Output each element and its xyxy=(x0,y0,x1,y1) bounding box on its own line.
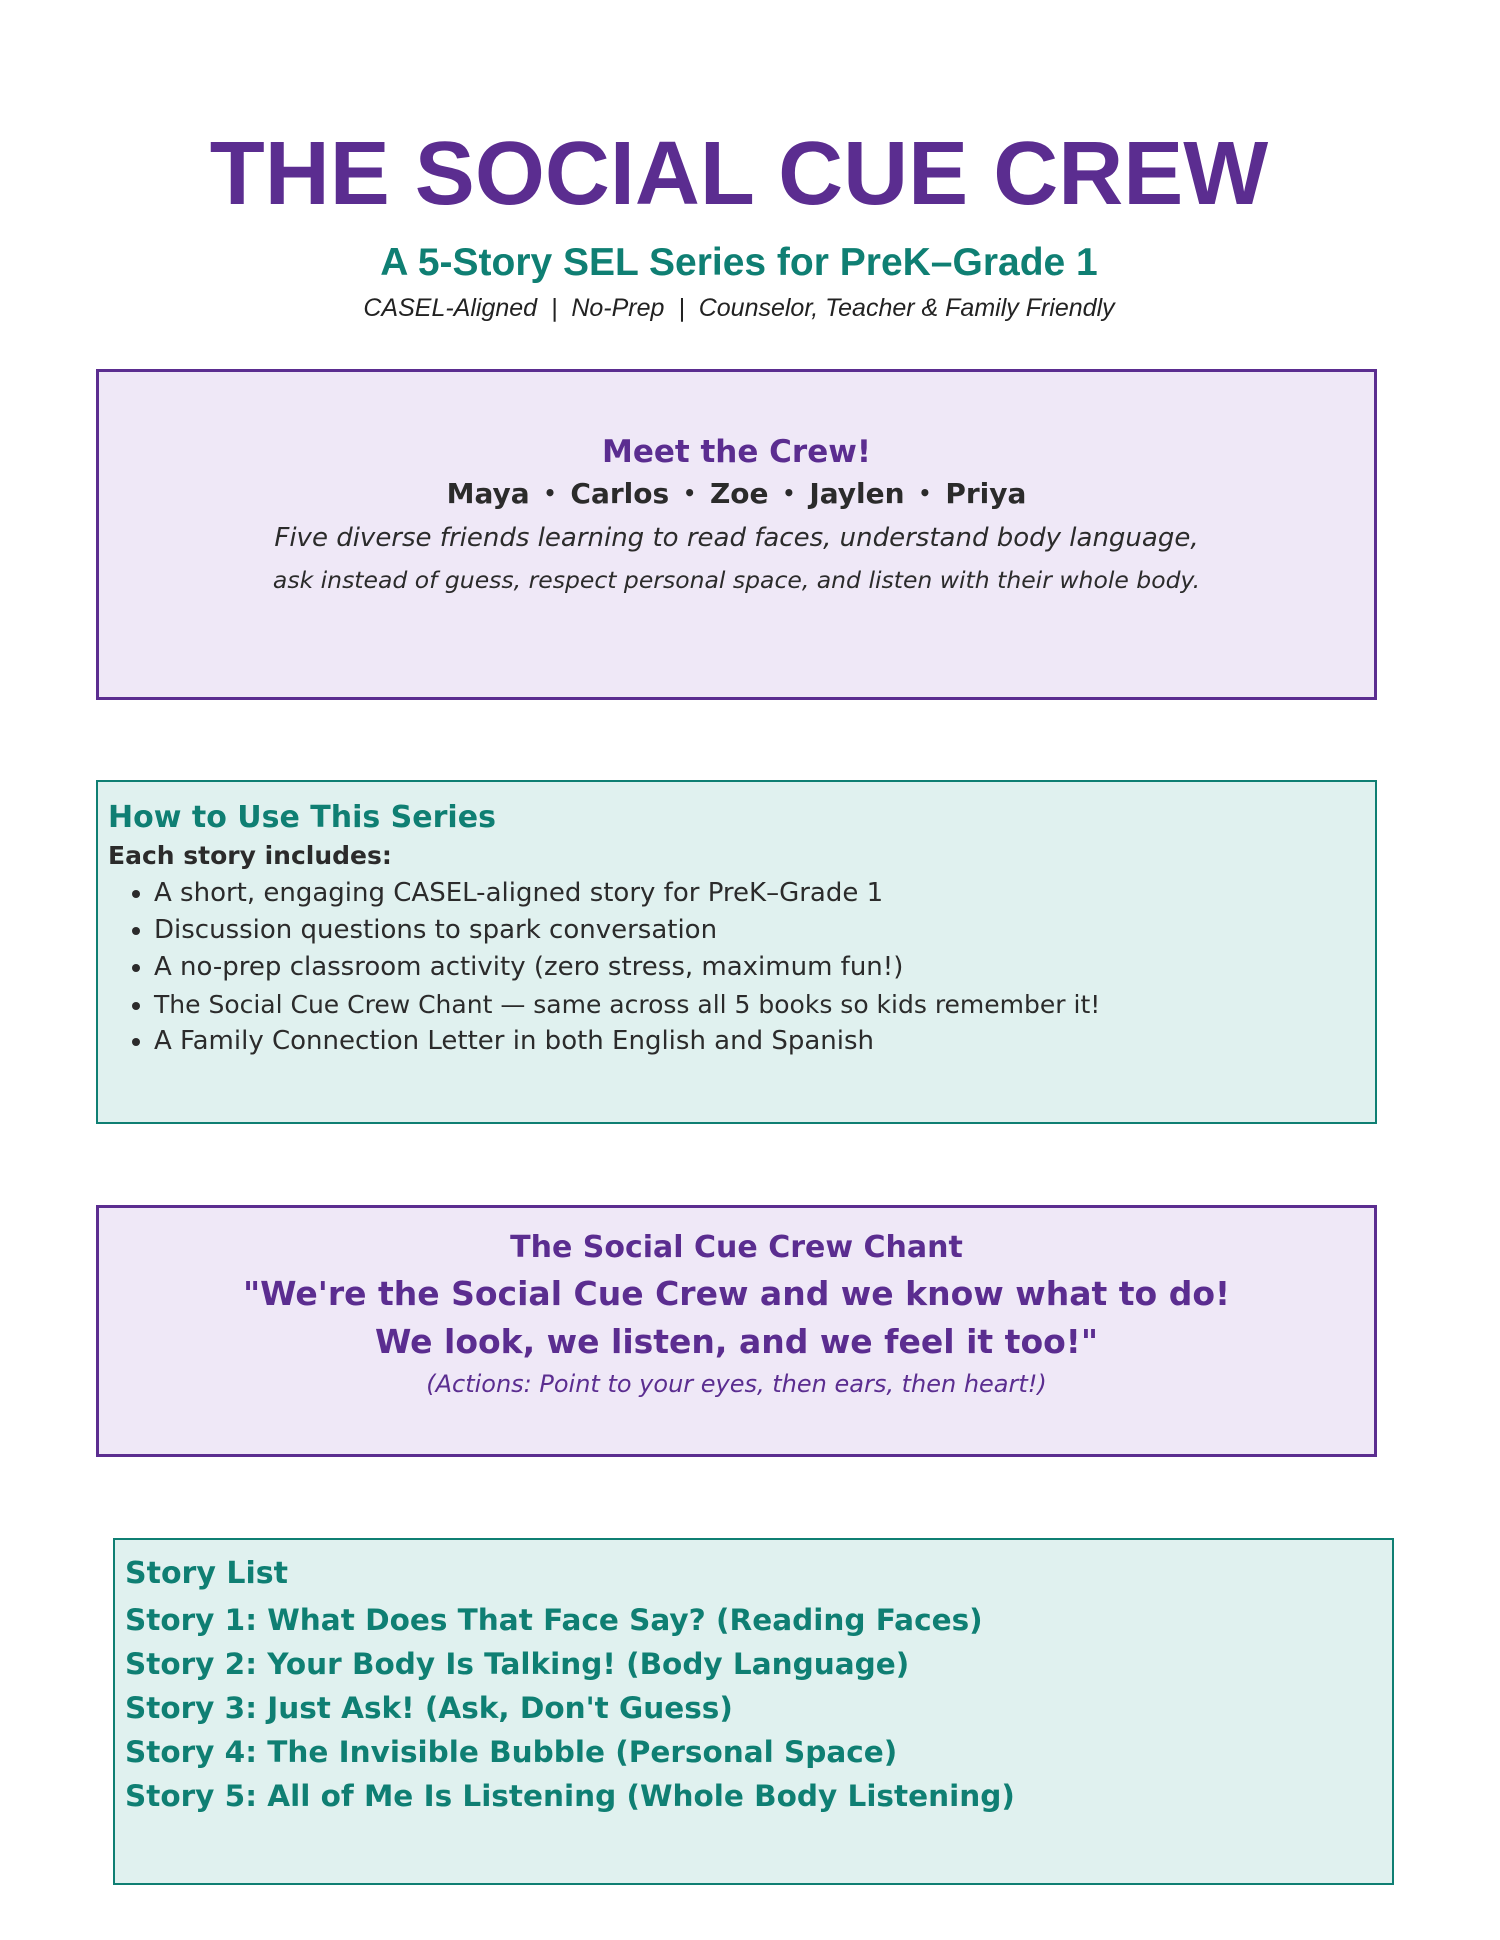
crew-description-line: ask instead of guess, respect personal space, and listen with their whole body. xyxy=(272,566,1201,594)
bullet-separator: • xyxy=(543,481,557,505)
crew-heading: Meet the Crew! xyxy=(601,434,872,470)
crew-names xyxy=(99,475,1374,512)
crew-name: Priya xyxy=(945,477,1027,510)
list-item: • The Social Cue Crew Chant — same across all 5 books so kids remember it! xyxy=(154,986,1100,1023)
how-to-use-heading: How to Use This Series xyxy=(108,800,496,835)
chant-heading: The Social Cue Crew Chant xyxy=(510,1230,963,1265)
story-item: Story 2: Your Body Is Talking! (Body Language) xyxy=(125,1647,910,1681)
chant-actions: (Actions: Point to your eyes, then ears, then heart!) xyxy=(426,1370,1047,1398)
list-item: • A short, engaging CASEL-aligned story for PreK–Grade 1 xyxy=(154,875,1100,912)
tagline: CASEL-Aligned | No-Prep | Counselor, Teacher & Family Friendly xyxy=(363,294,1115,322)
story-list-box xyxy=(113,1538,1394,1885)
story-list-heading: Story List xyxy=(125,1556,288,1591)
page-subtitle: A 5-Story SEL Series for PreK–Grade 1 xyxy=(380,241,1098,284)
bullet-separator: • xyxy=(683,481,696,505)
list-item: • A Family Connection Letter in both English and Spanish xyxy=(154,1023,1100,1060)
chant-box xyxy=(96,1205,1377,1457)
bullet-separator: • xyxy=(782,481,796,505)
story-list xyxy=(125,1598,1015,1818)
meet-the-crew-box xyxy=(96,369,1377,700)
how-to-use-box xyxy=(96,780,1377,1124)
includes-list xyxy=(108,875,1100,1060)
story-item: Story 5: All of Me Is Listening (Whole Body Listening) xyxy=(125,1779,1015,1813)
page-title: THE SOCIAL CUE CREW xyxy=(209,124,1269,224)
list-item: • A no-prep classroom activity (zero stress, maximum fun!) xyxy=(154,949,1100,986)
chant-line: We look, we listen, and we feel it too!" xyxy=(374,1322,1099,1361)
list-item: • Discussion questions to spark conversation xyxy=(154,912,1100,949)
story-item: Story 1: What Does That Face Say? (Reading Faces) xyxy=(125,1603,983,1637)
crew-name: Maya xyxy=(446,477,530,510)
crew-name: Zoe xyxy=(709,477,769,510)
crew-description xyxy=(99,517,1374,601)
crew-name: Carlos xyxy=(570,477,670,510)
crew-description-line: Five diverse friends learning to read faces, understand body language, xyxy=(274,523,1199,553)
bullet-separator: • xyxy=(918,481,932,505)
story-item: Story 3: Just Ask! (Ask, Don't Guess) xyxy=(125,1691,733,1725)
chant-line: "We're the Social Cue Crew and we know what to do! xyxy=(242,1274,1231,1313)
crew-name: Jaylen xyxy=(809,477,905,510)
story-item: Story 4: The Invisible Bubble (Personal Space) xyxy=(125,1735,898,1769)
how-to-use-subheading: Each story includes: xyxy=(108,841,392,870)
